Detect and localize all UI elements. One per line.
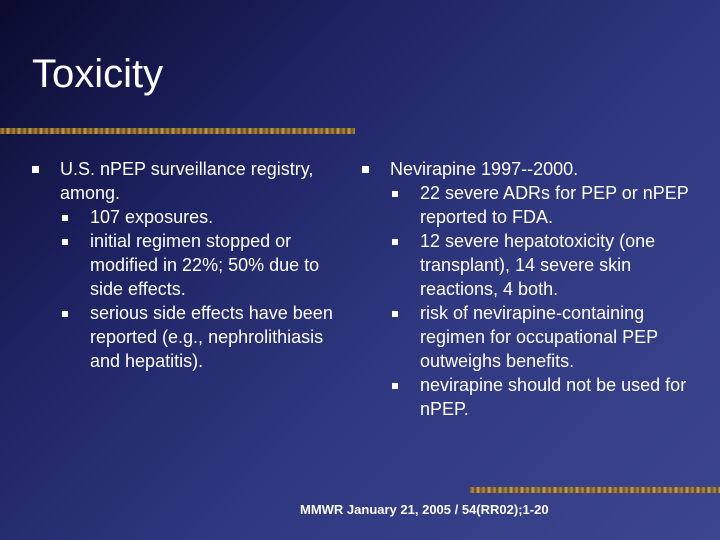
sub-bullet-text: initial regimen stopped or modified in 22%; 50% due to side effects. — [90, 231, 320, 299]
sub-bullet-item — [60, 301, 350, 373]
sub-bullet-text: 22 severe ADRs for PEP or nPEP reported to FDA. — [420, 183, 689, 227]
bullet-item — [360, 157, 690, 181]
sub-bullet-item — [60, 229, 350, 301]
bullet-text: Nevirapine 1997--2000. — [390, 159, 579, 179]
slide-title: Toxicity — [32, 52, 164, 96]
bullet-text: U.S. nPEP surveillance registry, among. — [60, 159, 314, 203]
sub-bullet-text: 12 severe hepatotoxicity (one transplant), 14 severe skin reactions, 4 both. — [420, 231, 656, 299]
left-column — [30, 157, 350, 373]
sub-bullet-item — [390, 181, 690, 229]
square-bullet-icon — [62, 239, 68, 245]
bullet-item — [30, 157, 350, 205]
sub-bullet-item — [390, 301, 690, 373]
title-divider — [0, 128, 355, 134]
sub-bullet-item — [60, 205, 350, 229]
square-bullet-icon — [392, 383, 398, 389]
square-bullet-icon — [392, 191, 398, 197]
square-bullet-icon — [362, 166, 369, 173]
sub-bullet-text: 107 exposures. — [90, 207, 214, 227]
square-bullet-icon — [62, 215, 68, 221]
source-citation: MMWR January 21, 2005 / 54(RR02);1-20 — [300, 502, 549, 517]
sub-bullet-item — [390, 373, 690, 421]
sub-bullet-text: nevirapine should not be used for nPEP. — [420, 375, 687, 419]
right-column — [360, 157, 690, 421]
sub-bullet-text: serious side effects have been reported (e.g., nephrolithiasis and hepatitis). — [90, 303, 333, 371]
square-bullet-icon — [32, 166, 39, 173]
source-divider — [470, 487, 720, 493]
sub-bullet-text: risk of nevirapine-containing regimen for occupational PEP outweighs benefits. — [420, 303, 658, 371]
square-bullet-icon — [392, 311, 398, 317]
sub-bullet-item — [390, 229, 690, 301]
square-bullet-icon — [62, 311, 68, 317]
square-bullet-icon — [392, 239, 398, 245]
